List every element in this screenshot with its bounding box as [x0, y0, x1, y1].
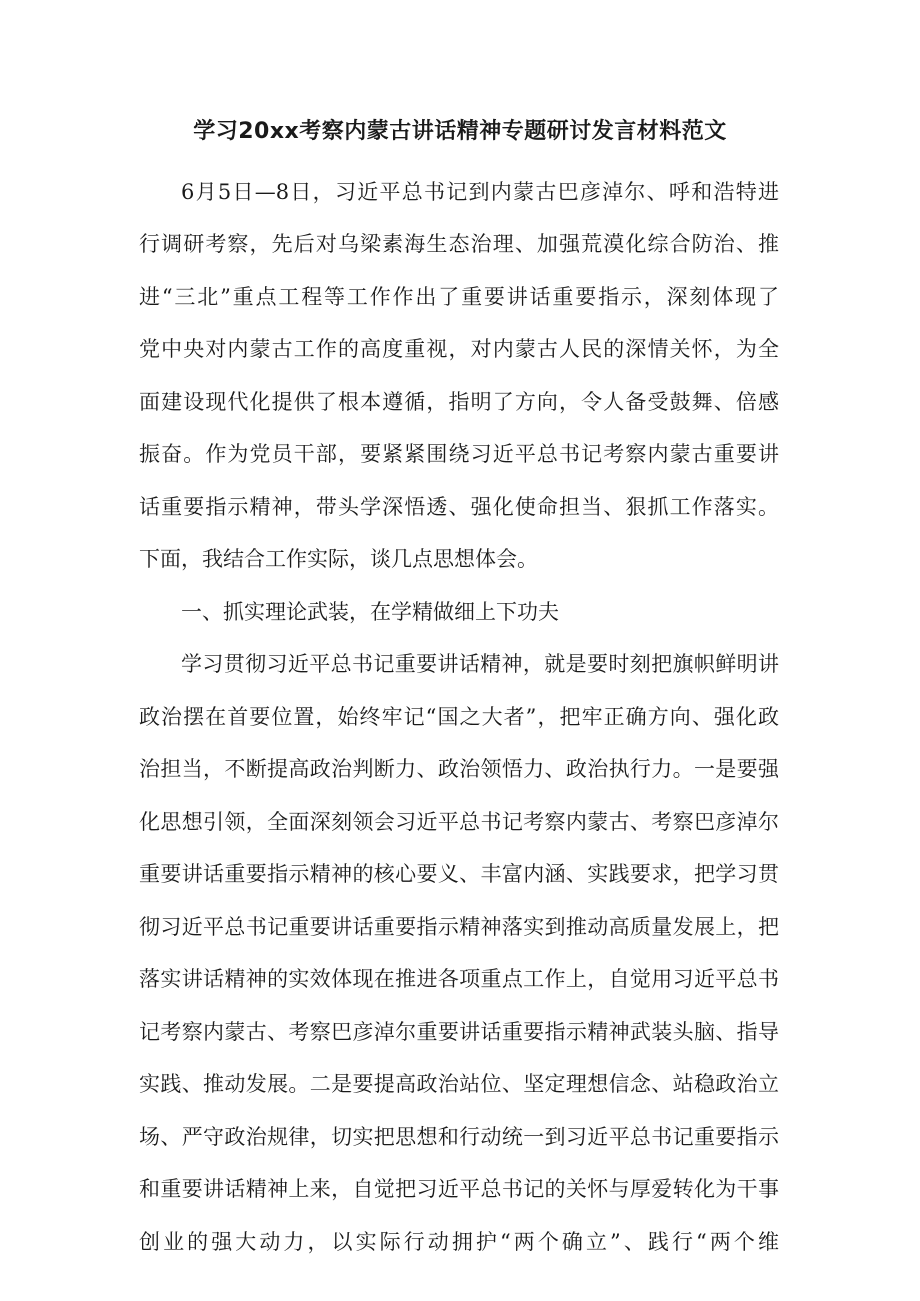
paragraph-line: 面建设现代化提供了根本遵循，指明了方向，令人备受鼓舞、倍感: [139, 390, 779, 414]
paragraph-line: 场、严守政治规律，切实把思想和行动统一到习近平总书记重要指示: [139, 1125, 779, 1149]
paragraph-line: 重要讲话重要指示精神的核心要义、丰富内涵、实践要求，把学习贯: [139, 862, 779, 886]
paragraph-line: 话重要指示精神，带头学深悟透、强化使命担当、狠抓工作落实。: [139, 495, 779, 519]
paragraph-line: 下面，我结合工作实际，谈几点思想体会。: [139, 547, 538, 571]
section-heading: 一、抓实理论武装，在学精做细上下功夫: [181, 600, 559, 624]
paragraph-line: 行调研考察，先后对乌梁素海生态治理、加强荒漠化综合防治、推: [139, 232, 779, 256]
paragraph-line: 和重要讲话精神上来，自觉把习近平总书记的关怀与厚爱转化为干事: [139, 1177, 779, 1201]
paragraph-line: 实践、推动发展。二是要提高政治站位、坚定理想信念、站稳政治立: [139, 1072, 779, 1096]
paragraph-line: 创业的强大动力，以实际行动拥护“两个确立”、践行“两个维: [139, 1230, 779, 1254]
paragraph-line: 落实讲话精神的实效体现在推进各项重点工作上，自觉用习近平总书: [139, 967, 779, 991]
paragraph-line: 党中央对内蒙古工作的高度重视，对内蒙古人民的深情关怀，为全: [139, 337, 779, 361]
paragraph-line: 进“三北”重点工程等工作作出了重要讲话重要指示，深刻体现了: [139, 285, 779, 309]
paragraph-line: 学习贯彻习近平总书记重要讲话精神，就是要时刻把旗帜鲜明讲: [181, 652, 779, 676]
paragraph-line: 振奋。作为党员干部，要紧紧围绕习近平总书记考察内蒙古重要讲: [139, 442, 779, 466]
paragraph-line: 化思想引领，全面深刻领会习近平总书记考察内蒙古、考察巴彦淖尔: [139, 810, 779, 834]
paragraph-line: 彻习近平总书记重要讲话重要指示精神落实到推动高质量发展上，把: [139, 915, 779, 939]
document-title: 学习20xx考察内蒙古讲话精神专题研讨发言材料范文: [193, 119, 727, 144]
paragraph-line: 记考察内蒙古、考察巴彦淖尔重要讲话重要指示精神武装头脑、指导: [139, 1020, 779, 1044]
paragraph-line: 治担当，不断提高政治判断力、政治领悟力、政治执行力。一是要强: [139, 757, 779, 781]
paragraph-line: 6月5日—8日，习近平总书记到内蒙古巴彦淖尔、呼和浩特进: [181, 180, 779, 204]
paragraph-line: 政治摆在首要位置，始终牢记“国之大者”，把牢正确方向、强化政: [139, 705, 779, 729]
